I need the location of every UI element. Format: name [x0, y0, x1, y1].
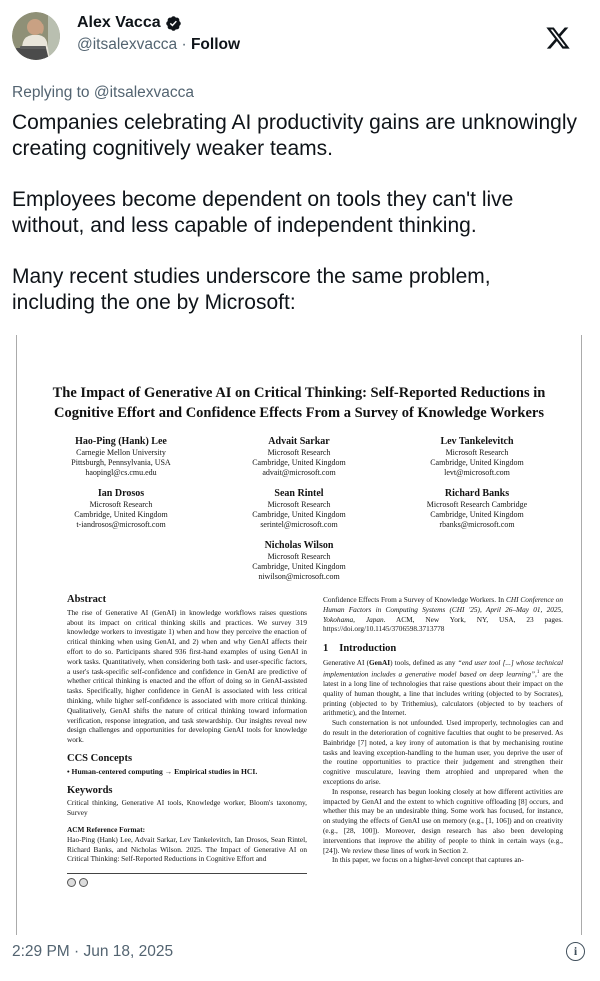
display-name[interactable]: Alex Vacca [77, 14, 161, 31]
intro-paragraph-3: In response, research has begun looking closely at how different activities are impacted by GenAI and the extent to which cognitive offloading [8] occurs, and whether this may be an undesirable thing. Some work has focused, for instance, on studying the effects of GenAI use on memory (e.g., [1, 106]) and on creativity (e.g., [28, 100]). Moreover, design research has also been developing interventions that improve the ability of people to think in certain ways (e.g., [24]). We review these lines of work in Section 2. [323, 786, 563, 855]
handle-separator: · [181, 36, 187, 53]
avatar[interactable] [12, 12, 60, 60]
keywords-heading: Keywords [67, 784, 113, 796]
verified-badge-icon [165, 15, 182, 32]
follow-button[interactable]: Follow [190, 36, 241, 53]
abstract-text: The rise of Generative AI (GenAI) in knowledge workflows raises questions about its impact on critical thinking skills and practices. We survey 319 knowledge workers to investigate 1) when and how they perceive the enaction of critical thinking when using GenAI, and 2) when and why GenAI affects their effort to do so. Participants shared 936 first-hand examples of using GenAI in work tasks. Quantitatively, when considering both task- and user-specific factors, a user's task-specific self-confidence and confidence in GenAI are predictive of whether critical thinking is enacted and the effort of doing so in GenAI-assisted tasks. Specifically, higher confidence in GenAI is associated with less critical thinking, while higher self-confidence is associated with more critical thinking. Qualitatively, GenAI shifts the nature of critical thinking toward information verification, response integration, and task stewardship. Our insights reveal new design challenges and opportunities for developing GenAI tools for knowledge work. [67, 607, 307, 745]
author-block: Lev Tankelevitch Microsoft Research Cambridge, United Kingdom levt@microsoft.com [430, 436, 524, 477]
paper-title: The Impact of Generative AI on Critical Thinking: Self-Reported Reductions in Cognitive Effort and Confidence Effects From a Survey of Knowledge Workers [52, 385, 546, 421]
reply-context[interactable]: Replying to @itsalexvacca [12, 84, 195, 101]
acm-ref-heading: ACM Reference Format: [67, 824, 146, 834]
intro-paragraph-2: Such consternation is not unfounded. Used improperly, technologies can and do result in the deterioration of cognitive faculties that ought to be preserved. As Bainbridge [7] noted, a key irony of automation is that by mechanising routine tasks and leaving exception-handling to the human user, you deprive the user of the routine opportunities to practice their judgement and strengthen their cognitive musculature, leaving them atrophied and unprepared when the exceptions do arise. [323, 718, 563, 786]
intro-paragraph-4: In this paper, we focus on a higher-level concept that captures an- [332, 855, 524, 865]
paper-right-column [323, 595, 563, 887]
avatar-photo [12, 12, 60, 60]
paper-left-column [67, 595, 307, 887]
paper-body [17, 582, 581, 887]
author-block: Advait Sarkar Microsoft Research Cambridge, United Kingdom advait@microsoft.com [252, 436, 346, 477]
user-handle[interactable]: @itsalexvacca [77, 36, 178, 53]
tweet-paragraph: Many recent studies underscore the same problem, including the one by Microsoft: [12, 265, 491, 314]
footnote-rule [67, 873, 307, 874]
keywords-text: Critical thinking, Generative AI tools, Knowledge worker, Bloom's taxonomy, Survey [67, 798, 307, 818]
x-logo-icon[interactable] [545, 25, 571, 51]
intro-paragraph-1: Generative AI (GenAI) tools, defined as any “end user tool [...] whose technical implementation includes a generative model based on deep learning”,$^1$ are the latest in a long line of technologies that raise questions about their impact on the quality of human thought, a line that includes writing (objected to by Socrates), printing (objected to by Trithemius), calculators (objected to by teachers of arithmetic), and the Internet. [323, 657, 563, 718]
ccs-text: • Human-centered computing → Empirical studies in HCI. [67, 766, 258, 776]
introduction-heading: 1 Introduction [323, 643, 397, 655]
acm-ref-text-right: Confidence Effects From a Survey of Knowledge Workers. In CHI Conference on Human Factors in Computing Systems (CHI '25), April 26–May 01, 2025, Yokohama, Japan. ACM, New York, NY, USA, 23 pages. https://doi.org/10.1145/3706598.3713778 [323, 595, 563, 634]
user-info [77, 12, 240, 60]
author-block: Ian Drosos Microsoft Research Cambridge, United Kingdom t-iandrosos@microsoft.com [74, 488, 168, 529]
attached-paper-image[interactable] [16, 335, 582, 935]
tweet-header [12, 12, 588, 60]
timestamp[interactable]: 2:29 PM · Jun 18, 2025 [12, 943, 174, 960]
ccs-heading: CCS Concepts [67, 752, 133, 764]
tweet-text [12, 110, 578, 341]
info-icon[interactable]: i [566, 942, 585, 961]
paper-authors [32, 435, 566, 530]
author-block: Hao-Ping (Hank) Lee Carnegie Mellon University Pittsburgh, Pennsylvania, USA haopingl@cs.cmu.edu [71, 436, 171, 477]
author-block: Nicholas Wilson Microsoft Research Cambridge, United Kingdom niwilson@microsoft.com [252, 540, 346, 581]
author-block: Richard Banks Microsoft Research Cambridge Cambridge, United Kingdom rbanks@microsoft.com [426, 488, 528, 529]
cc-license-icons [67, 878, 307, 887]
acm-ref-text-left: Hao-Ping (Hank) Lee, Advait Sarkar, Lev Tankelevitch, Ian Drosos, Sean Rintel, Richard Banks, and Nicholas Wilson. 2025. The Impact of Generative AI on Critical Thinking: Self-Reported Reductions in Cognitive Effort and [67, 834, 307, 864]
abstract-heading: Abstract [67, 594, 107, 605]
author-block: Sean Rintel Microsoft Research Cambridge, United Kingdom serintel@microsoft.com [252, 488, 346, 529]
tweet-paragraph: Companies celebrating AI productivity gains are unknowingly creating cognitively weaker teams. [12, 111, 577, 160]
tweet-paragraph: Employees become dependent on tools they can't live without, and less capable of independent thinking. [12, 188, 514, 237]
